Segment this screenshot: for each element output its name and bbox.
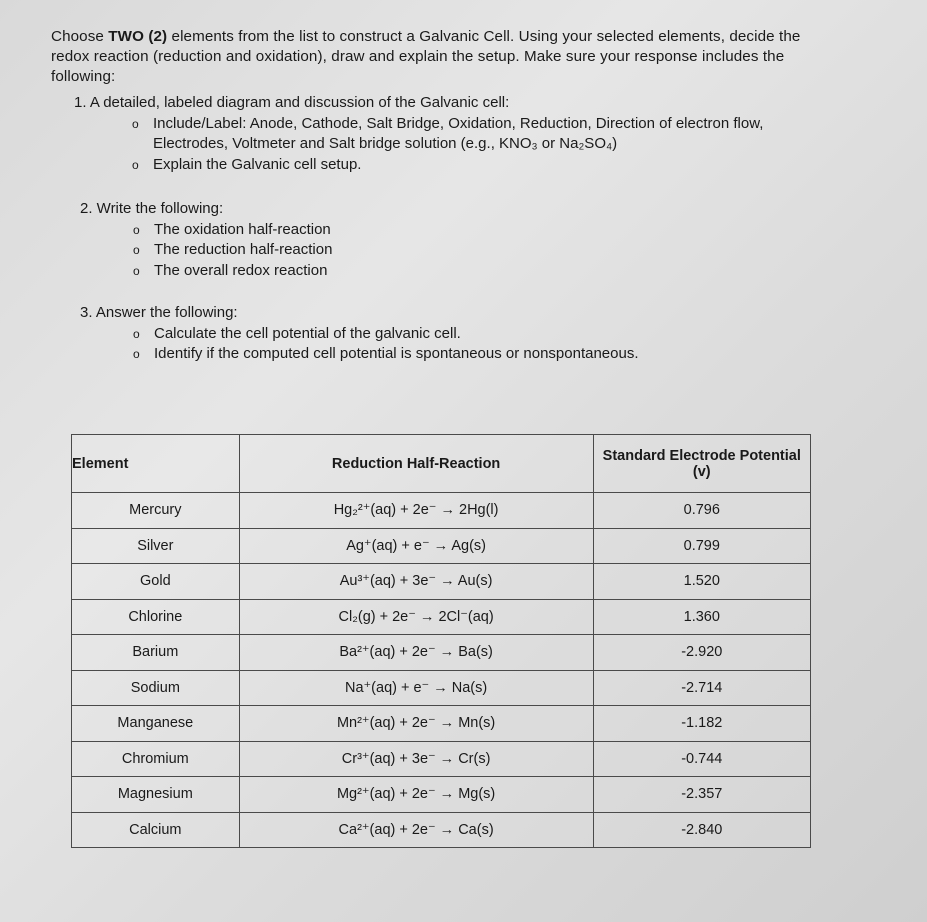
list-item bbox=[132, 114, 814, 155]
table-row bbox=[72, 812, 811, 848]
table-row bbox=[72, 635, 811, 671]
list-item bbox=[133, 220, 580, 241]
list-item-text: Explain the Galvanic cell setup. bbox=[153, 155, 362, 173]
list-item bbox=[133, 324, 780, 345]
cell-reaction: Ba²⁺(aq) + 2e⁻ → Ba(s) bbox=[239, 635, 593, 671]
instructions-prefix: Choose bbox=[51, 28, 109, 45]
cell-potential: -2.714 bbox=[593, 670, 810, 706]
cell-reaction: Hg₂²⁺(aq) + 2e⁻ → 2Hg(l) bbox=[239, 493, 593, 529]
table-header-row bbox=[72, 435, 811, 493]
cell-element: Manganese bbox=[72, 706, 240, 742]
bullet-icon: o bbox=[132, 116, 139, 131]
list-item-text: The reduction half-reaction bbox=[154, 241, 333, 258]
list-item bbox=[133, 240, 580, 261]
header-reaction: Reduction Half-Reaction bbox=[239, 435, 593, 493]
instructions-paragraph bbox=[51, 27, 821, 87]
cell-potential: 0.796 bbox=[593, 493, 810, 529]
cell-potential: -1.182 bbox=[593, 706, 810, 742]
list-item-text: The overall redox reaction bbox=[154, 261, 328, 279]
cell-reaction: Na⁺(aq) + e⁻ → Na(s) bbox=[239, 670, 593, 706]
list-item-text: Calculate the cell potential of the galvanic cell. bbox=[154, 324, 461, 342]
instructions-suffix: elements from the list to construct a Galvanic Cell. Using your selected elements, decide the redox reaction (reduction and oxidation), draw and explain the setup. Make sure your response includes the following: bbox=[51, 28, 801, 85]
list-item bbox=[133, 261, 580, 282]
table-row bbox=[72, 493, 811, 529]
list-item-text: Identify if the computed cell potential is spontaneous or nonspontaneous. bbox=[154, 345, 639, 362]
cell-element: Sodium bbox=[72, 670, 240, 706]
cell-potential: -2.840 bbox=[593, 812, 810, 848]
cell-reaction: Cr³⁺(aq) + 3e⁻ → Cr(s) bbox=[239, 741, 593, 777]
table-row bbox=[72, 599, 811, 635]
cell-reaction: Mg²⁺(aq) + 2e⁻ → Mg(s) bbox=[239, 777, 593, 813]
table-row bbox=[72, 741, 811, 777]
electrode-potential-table bbox=[71, 434, 811, 848]
bullet-icon: o bbox=[133, 263, 140, 278]
table-row bbox=[72, 706, 811, 742]
bullet-icon: o bbox=[133, 243, 140, 257]
list-item bbox=[133, 344, 780, 365]
cell-element: Chlorine bbox=[72, 599, 240, 635]
list-item bbox=[132, 155, 814, 176]
table-row bbox=[72, 670, 811, 706]
cell-potential: -2.920 bbox=[593, 635, 810, 671]
cell-element: Barium bbox=[72, 635, 240, 671]
cell-potential: -0.744 bbox=[593, 741, 810, 777]
bullet-icon: o bbox=[133, 326, 140, 341]
cell-reaction: Ag⁺(aq) + e⁻ → Ag(s) bbox=[239, 528, 593, 564]
cell-reaction: Au³⁺(aq) + 3e⁻ → Au(s) bbox=[239, 564, 593, 600]
cell-element: Chromium bbox=[72, 741, 240, 777]
section-heading: 2. Write the following: bbox=[80, 200, 224, 217]
bullet-icon: o bbox=[132, 157, 139, 172]
section-heading: 3. Answer the following: bbox=[80, 304, 238, 321]
list-item-text: The oxidation half-reaction bbox=[154, 220, 331, 238]
bullet-icon: o bbox=[133, 347, 140, 361]
cell-potential: 1.520 bbox=[593, 564, 810, 600]
cell-reaction: Mn²⁺(aq) + 2e⁻ → Mn(s) bbox=[239, 706, 593, 742]
table-row bbox=[72, 564, 811, 600]
cell-potential: 1.360 bbox=[593, 599, 810, 635]
cell-element: Silver bbox=[72, 528, 240, 564]
cell-potential: -2.357 bbox=[593, 777, 810, 813]
cell-element: Magnesium bbox=[72, 777, 240, 813]
bullet-icon: o bbox=[133, 222, 140, 237]
cell-element: Gold bbox=[72, 564, 240, 600]
section-2 bbox=[80, 199, 580, 281]
header-potential: Standard Electrode Potential (v) bbox=[593, 435, 810, 493]
instructions-bold: TWO (2) bbox=[108, 28, 168, 45]
cell-reaction: Cl₂(g) + 2e⁻ → 2Cl⁻(aq) bbox=[239, 599, 593, 635]
table-row bbox=[72, 777, 811, 813]
section-heading: 1. A detailed, labeled diagram and discussion of the Galvanic cell: bbox=[74, 94, 510, 111]
table-row bbox=[72, 528, 811, 564]
cell-element: Mercury bbox=[72, 493, 240, 529]
list-item-text: Include/Label: Anode, Cathode, Salt Bridge, Oxidation, Reduction, Direction of electron flow, Electrodes, Voltmeter and Salt bridge solution (e.g., KNO₃ or Na₂SO₄) bbox=[153, 114, 764, 152]
cell-potential: 0.799 bbox=[593, 528, 810, 564]
section-1 bbox=[74, 93, 814, 175]
cell-reaction: Ca²⁺(aq) + 2e⁻ → Ca(s) bbox=[239, 812, 593, 848]
header-element: Element bbox=[72, 435, 240, 493]
section-3 bbox=[80, 303, 780, 365]
cell-element: Calcium bbox=[72, 812, 240, 848]
